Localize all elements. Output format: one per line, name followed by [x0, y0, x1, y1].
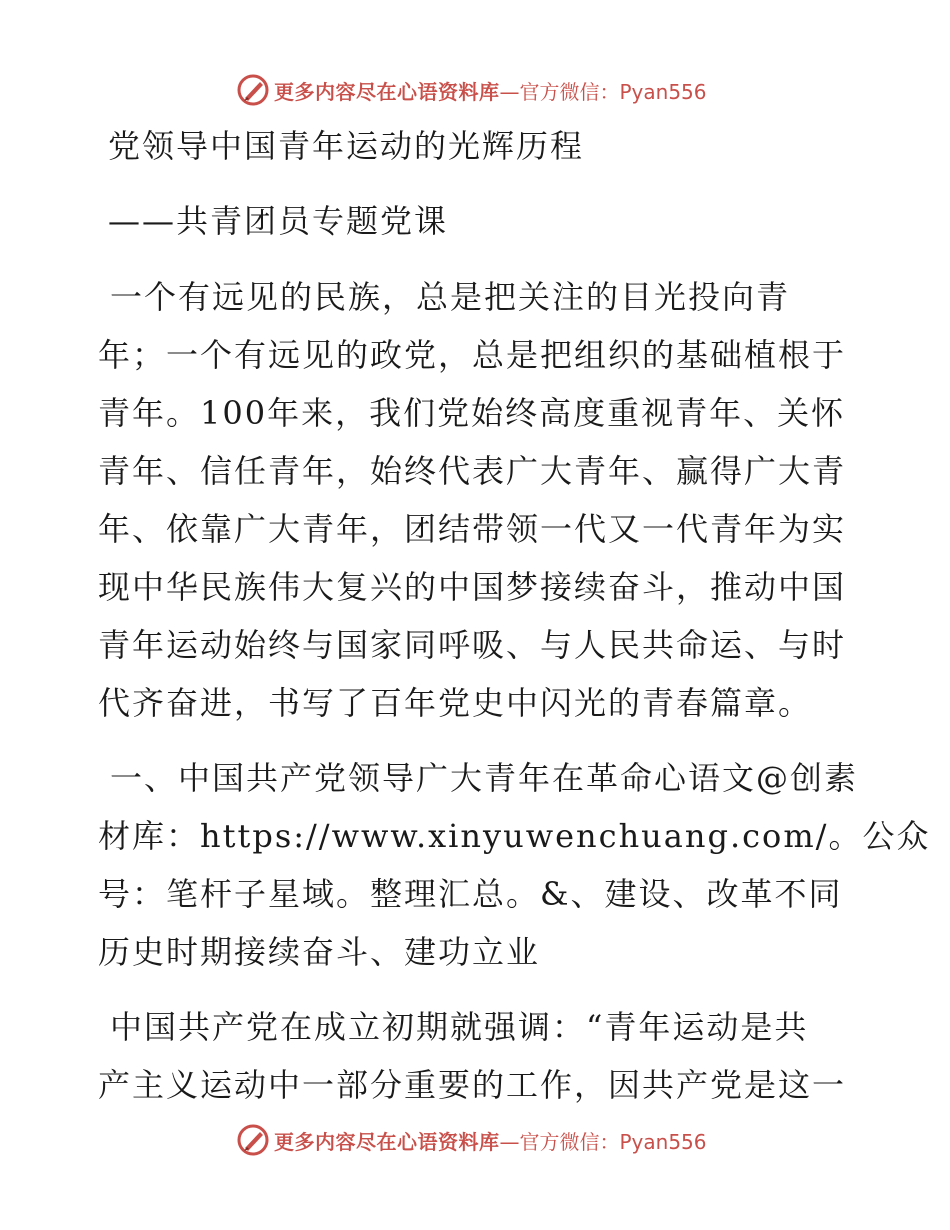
pen-logo-icon [236, 1123, 270, 1157]
paragraph-line: 材库：https://www.xinyuwenchuang.com/。公众 [98, 817, 931, 855]
paragraph-line: 号：笔杆子星域。整理汇总。&、建设、改革不同 [98, 875, 843, 913]
watermark-banner-bottom [236, 1120, 707, 1160]
document-title: 党领导中国青年运动的光辉历程 [108, 127, 585, 165]
paragraph-3 [98, 998, 858, 1114]
watermark-banner-top [236, 70, 707, 110]
paragraph-line: 年、依靠广大青年，团结带领一代又一代青年为实 [98, 510, 847, 548]
paragraph-line: 年；一个有远见的政党，总是把组织的基础植根于 [98, 336, 847, 374]
paragraph-1 [98, 268, 858, 732]
paragraph-line: 青年。100年来，我们党始终高度重视青年、关怀 [98, 394, 846, 432]
paragraph-line: 青年、信任青年，始终代表广大青年、赢得广大青 [98, 452, 847, 490]
paragraph-line: 现中华民族伟大复兴的中国梦接续奋斗，推动中国 [98, 568, 847, 606]
paragraph-2 [98, 749, 931, 981]
watermark-lead-text: 更多内容尽在心语资料库 [274, 1129, 500, 1154]
watermark-contact-text: —官方微信：Pyan556 [499, 1129, 707, 1154]
watermark-lead-text: 更多内容尽在心语资料库 [274, 79, 500, 104]
paragraph-line: 产主义运动中一部分重要的工作，因共产党是这一 [98, 1066, 847, 1104]
paragraph-line: 代齐奋进，书写了百年党史中闪光的青春篇章。 [98, 684, 813, 722]
pen-logo-icon [236, 73, 270, 107]
paragraph-line: 历史时期接续奋斗、建功立业 [98, 933, 541, 971]
paragraph-line: 青年运动始终与国家同呼吸、与人民共命运、与时 [98, 626, 847, 664]
watermark-contact-text: —官方微信：Pyan556 [499, 79, 707, 104]
document-subtitle: ——共青团员专题党课 [108, 202, 449, 240]
paragraph-line: 一个有远见的民族，总是把关注的目光投向青 [110, 278, 791, 316]
paragraph-line: 中国共产党在成立初期就强调：“青年运动是共 [110, 1008, 809, 1046]
paragraph-line: 一、中国共产党领导广大青年在革命心语文@创素 [110, 759, 859, 797]
